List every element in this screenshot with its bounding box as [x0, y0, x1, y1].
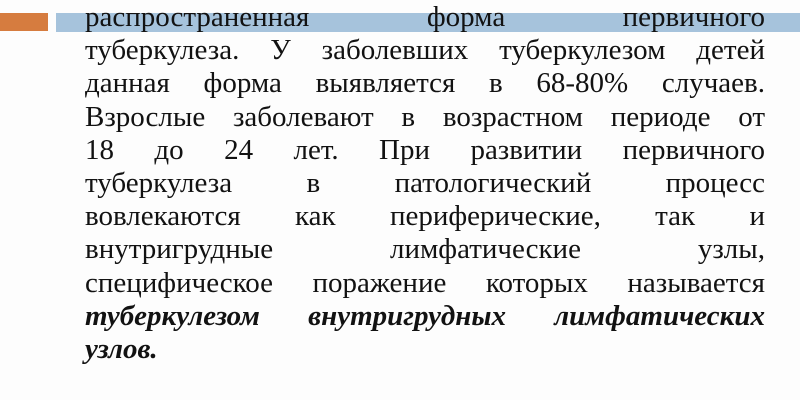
slide-body-text — [85, 1, 765, 366]
text-line: Взрослые заболевают в возрастном периоде от — [85, 100, 765, 133]
text-line-emphasis: туберкулезом внутригрудных лимфатических — [85, 299, 765, 332]
orange-accent-bar — [0, 13, 48, 31]
text-line: распространенная форма первичного — [85, 1, 765, 33]
text-line: 18 до 24 лет. При развитии первичного — [85, 133, 765, 166]
text-line: внутригрудные лимфатические узлы, — [85, 233, 765, 266]
text-line: данная форма выявляется в 68-80% случаев. — [85, 67, 765, 100]
text-line: туберкулеза. У заболевших туберкулезом детей — [85, 34, 765, 67]
text-line-emphasis: узлов. — [85, 333, 158, 366]
text-line: вовлекаются как периферические, так и — [85, 200, 765, 233]
text-line: туберкулеза в патологический процесс — [85, 167, 765, 200]
text-line: специфическое поражение которых называется — [85, 266, 765, 299]
